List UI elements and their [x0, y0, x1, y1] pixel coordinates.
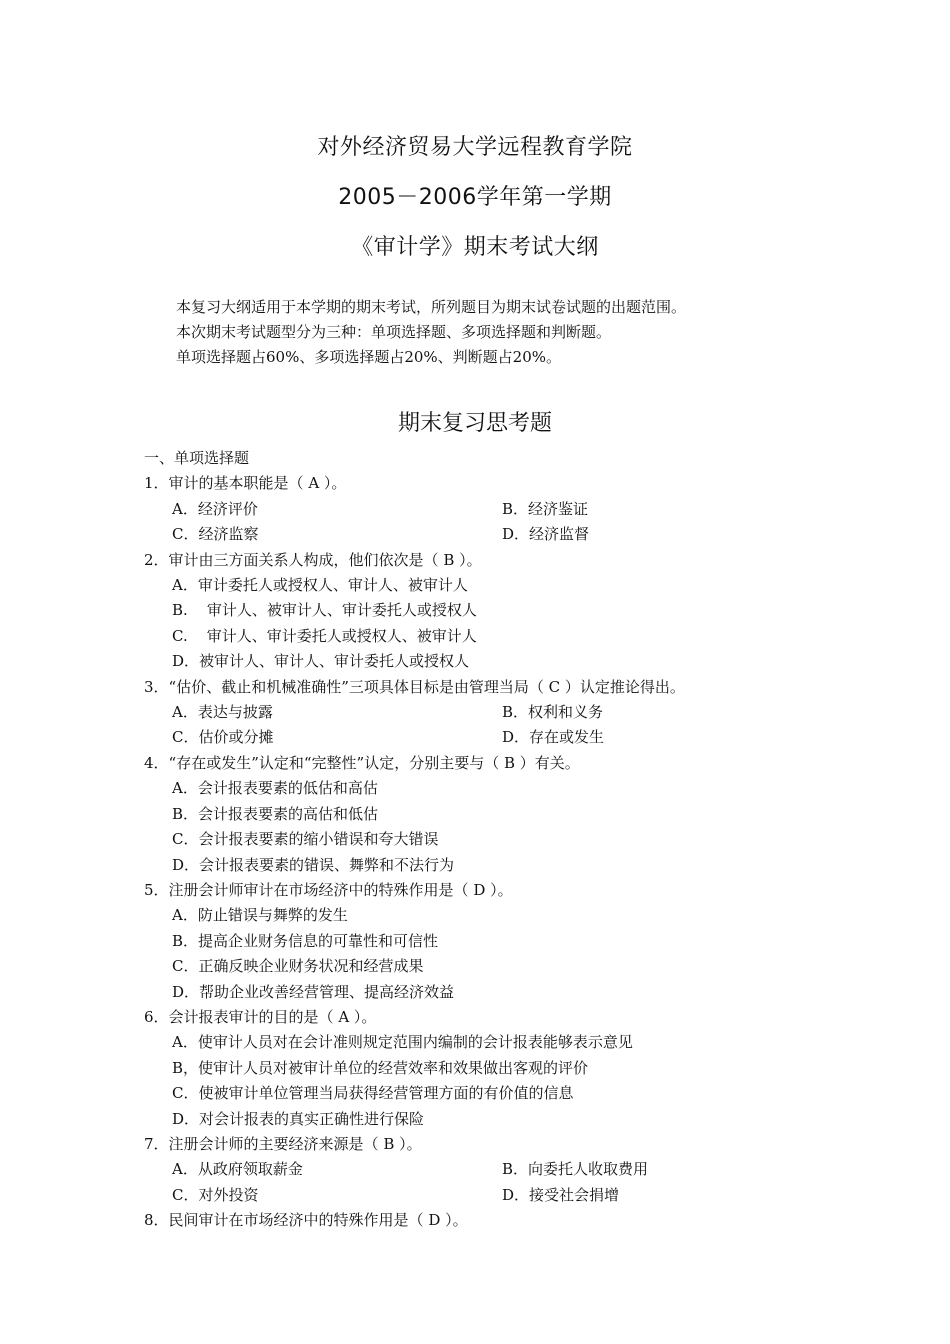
- option: D．会计报表要素的错误、舞弊和不法行为: [172, 855, 455, 874]
- option: A．会计报表要素的低估和高估: [172, 779, 378, 798]
- question-stem: 1．审计的基本职能是（ A ）。: [144, 474, 347, 493]
- option: A．防止错误与舞弊的发生: [172, 906, 348, 925]
- option: C．对外投资: [172, 1185, 259, 1204]
- option: D．存在或发生: [502, 728, 605, 747]
- option-row: [144, 700, 864, 725]
- option: B．权利和义务: [502, 703, 604, 722]
- option: B．经济鉴证: [502, 499, 589, 518]
- option: A．使审计人员对在会计准则规定范围内编制的会计报表能够表示意见: [172, 1033, 633, 1052]
- option: A．经济评价: [172, 499, 258, 518]
- option: D．接受社会捐增: [502, 1185, 620, 1204]
- option-row: [144, 1183, 864, 1208]
- review-title: 期末复习思考题: [397, 411, 552, 436]
- intro-line: 本次期末考试题型分为三种：单项选择题、多项选择题和判断题。: [176, 323, 612, 341]
- question-stem: 5．注册会计师审计在市场经济中的特殊作用是（ D ）。: [144, 880, 513, 899]
- option: B. 审计人、被审计人、审计委托人或授权人: [172, 601, 477, 620]
- option-row: [144, 725, 864, 750]
- option: B，使审计人员对被审计单位的经营效率和效果做出客观的评价: [172, 1058, 589, 1077]
- option: C．使被审计单位管理当局获得经营管理方面的有价值的信息: [172, 1084, 574, 1103]
- section-heading: 一、单项选择题: [144, 449, 250, 467]
- option: D．对会计报表的真实正确性进行保险: [172, 1109, 425, 1128]
- option: D．经济监督: [502, 525, 590, 544]
- question-stem: 6．会计报表审计的目的是（ A ）。: [144, 1007, 377, 1026]
- option-row: [144, 497, 864, 522]
- option: D．帮助企业改善经营管理、提高经济效益: [172, 982, 455, 1001]
- option: A．审计委托人或授权人、审计人、被审计人: [172, 576, 468, 595]
- term-title: 2005－2006学年第一学期: [338, 185, 612, 210]
- option: B．提高企业财务信息的可靠性和可信性: [172, 931, 439, 950]
- option: D．被审计人、审计人、审计委托人或授权人: [172, 652, 470, 671]
- option: B．会计报表要素的高估和低估: [172, 804, 379, 823]
- option: C．正确反映企业财务状况和经营成果: [172, 957, 424, 976]
- intro-paragraph: [176, 295, 876, 370]
- question-stem: 7．注册会计师的主要经济来源是（ B ）。: [144, 1134, 422, 1153]
- exam-title: 《审计学》期末考试大纲: [351, 235, 599, 260]
- institution-title: 对外经济贸易大学远程教育学院: [317, 135, 633, 160]
- option: C．会计报表要素的缩小错误和夸大错误: [172, 830, 439, 849]
- question-stem: 4．“存在或发生”认定和“完整性”认定，分别主要与（ B ）有关。: [144, 753, 580, 772]
- intro-line: 单项选择题占60%、多项选择题占20%、判断题占20%。: [176, 348, 562, 366]
- question-stem: 8．民间审计在市场经济中的特殊作用是（ D ）。: [144, 1211, 468, 1230]
- option: C. 审计人、审计委托人或授权人、被审计人: [172, 626, 477, 645]
- option: C．经济监察: [172, 525, 259, 544]
- option-row: [144, 522, 864, 547]
- option: A．表达与披露: [172, 703, 273, 722]
- question-stem: 2．审计由三方面关系人构成，他们依次是（ B ）。: [144, 550, 482, 569]
- intro-line: 本复习大纲适用于本学期的期末考试，所列题目为期末试卷试题的出题范围。: [176, 298, 687, 316]
- option: C．估价或分摊: [172, 728, 274, 747]
- option: B．向委托人收取费用: [502, 1160, 649, 1179]
- option-row: [144, 1157, 864, 1182]
- question-list: [144, 446, 864, 1234]
- question-stem: 3．“估价、截止和机械准确性”三项具体目标是由管理当局（ C ）认定推论得出。: [144, 677, 685, 696]
- option: A．从政府领取薪金: [172, 1160, 303, 1179]
